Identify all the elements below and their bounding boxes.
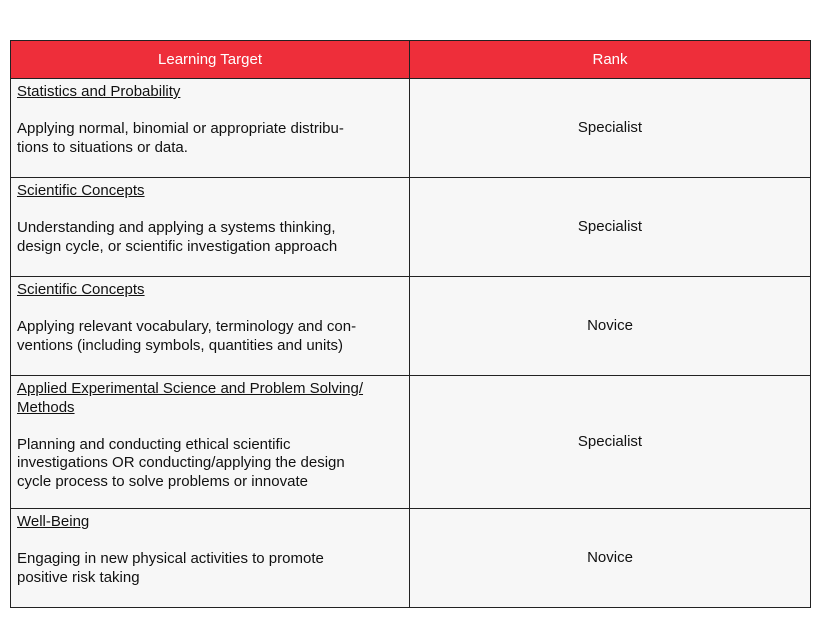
rank-cell: Specialist	[410, 79, 811, 178]
table-row	[11, 178, 811, 277]
rank-cell: Novice	[410, 277, 811, 376]
learning-target-cell	[11, 178, 410, 277]
target-category: Applied Experimental Science and Problem Solving/ Methods	[17, 380, 364, 416]
table-row	[11, 79, 811, 178]
table-body	[11, 79, 811, 608]
table-row	[11, 277, 811, 376]
learning-target-table	[10, 40, 811, 608]
target-category: Scientific Concepts	[17, 182, 145, 199]
target-category: Scientific Concepts	[17, 281, 145, 298]
target-description: Applying relevant vocabulary, terminology and con- ventions (including symbols, quantities and units)	[17, 318, 357, 354]
header-rank: Rank	[410, 41, 811, 79]
target-description: Understanding and applying a systems thinking, design cycle, or scientific investigation approach	[17, 219, 338, 255]
learning-target-cell	[11, 376, 410, 509]
learning-target-cell	[11, 79, 410, 178]
target-description: Engaging in new physical activities to promote positive risk taking	[17, 550, 324, 586]
learning-target-cell	[11, 509, 410, 608]
target-description: Applying normal, binomial or appropriate distribu- tions to situations or data.	[17, 120, 344, 156]
rank-cell: Specialist	[410, 178, 811, 277]
header-row	[11, 41, 811, 79]
learning-target-table-container	[10, 40, 810, 608]
target-description: Planning and conducting ethical scientific investigations OR conducting/applying the design cycle process to solve problems or innovate	[17, 435, 345, 490]
rank-cell: Specialist	[410, 376, 811, 509]
rank-cell: Novice	[410, 509, 811, 608]
table-row	[11, 376, 811, 509]
learning-target-cell	[11, 277, 410, 376]
target-category: Well-Being	[17, 513, 90, 530]
target-category: Statistics and Probability	[17, 83, 181, 100]
header-learning-target: Learning Target	[11, 41, 410, 79]
table-header	[11, 41, 811, 79]
table-row	[11, 509, 811, 608]
